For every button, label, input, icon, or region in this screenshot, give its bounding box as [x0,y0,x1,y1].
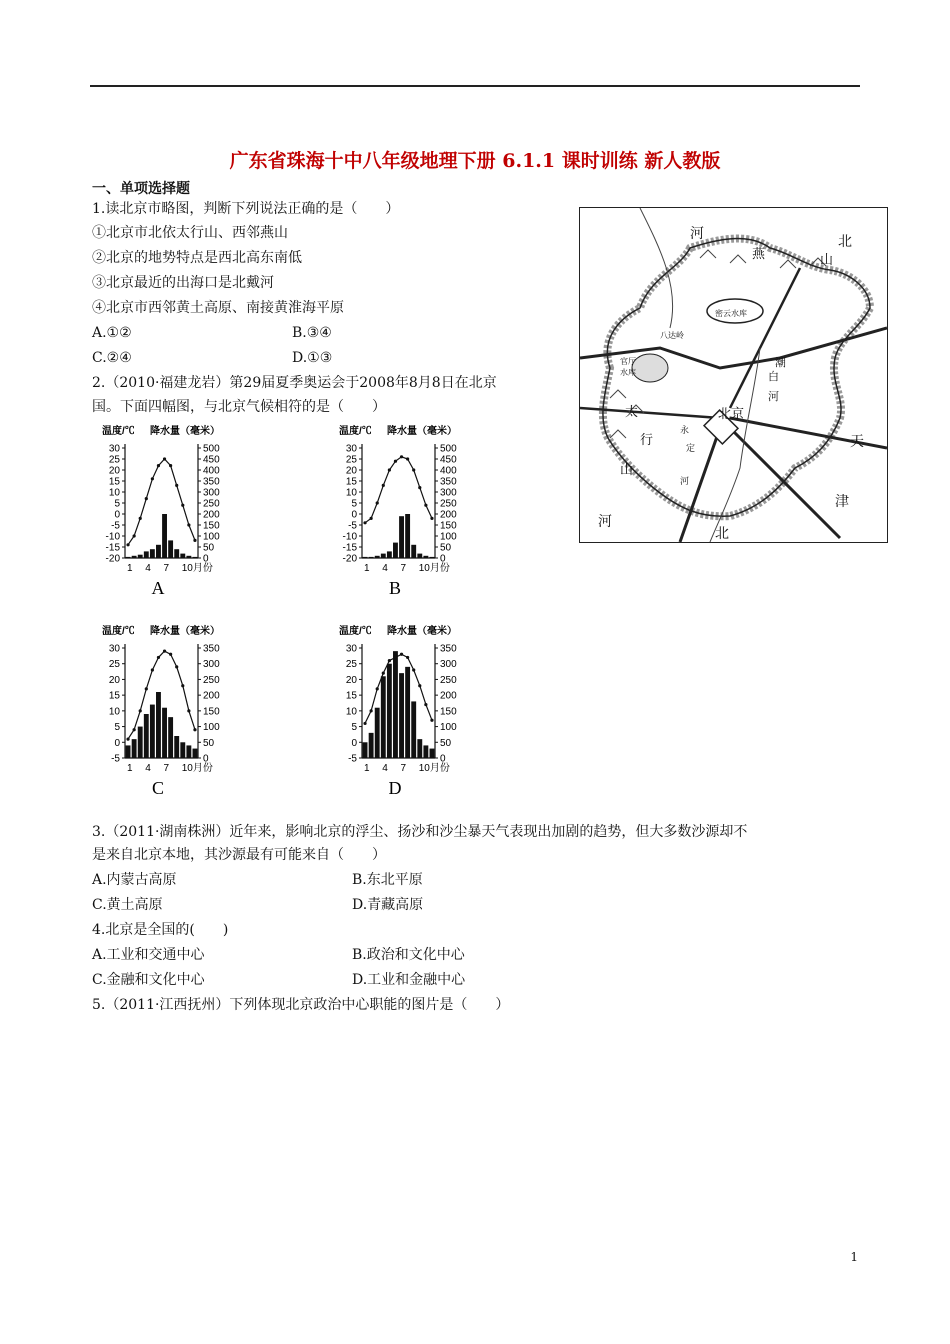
temperature-point [126,738,129,741]
precip-bar [156,545,161,558]
q2-stem-line2: 国。下面四幅图，与北京气候相符的是（ ） [92,399,386,415]
precip-bar [186,556,191,558]
precip-bar [393,651,398,758]
temp-tick-label: 10 [345,706,357,718]
temperature-point [151,477,154,480]
map-label: 河 [768,390,779,403]
month-tick-label: 1 [364,563,370,574]
temperature-point [370,709,373,712]
map-label: 白 [768,370,779,383]
chart-letter: A [151,578,165,598]
precip-tick-label: 350 [203,643,220,655]
month-tick-label: 7 [400,563,407,574]
temp-tick-label: -10 [342,531,357,543]
precip-bar [126,557,131,558]
temperature-point [169,653,172,656]
precip-bar [126,745,131,758]
precip-tick-label: 0 [440,753,446,765]
temp-tick-label: 5 [351,498,357,510]
precip-tick-label: 150 [440,706,457,718]
precip-bar [132,739,137,758]
month-tick-label: 10月份 [418,563,450,574]
precip-tick-label: 300 [440,487,457,499]
temperature-point [382,672,385,675]
q1-option-d: D.①③ [292,350,333,366]
q1-stem: 1.读北京市略图，判断下列说法正确的是（ ） [92,201,400,217]
reservoir [632,354,668,382]
map-label: 北 [838,234,852,250]
map-label: 行 [640,433,654,448]
q4-option-a: A.工业和交通中心 [92,947,205,963]
precip-bar [375,556,380,558]
temperature-point [400,653,403,656]
precip-tick-label: 400 [440,465,457,477]
q1-option-a: A.①② [92,325,132,341]
precip-bar [381,554,386,558]
temp-tick-label: 10 [108,487,120,499]
q1-option-b: B.③④ [292,325,332,341]
temp-tick-label: 25 [345,659,357,671]
temperature-point [163,650,166,653]
map-label: 山 [820,253,834,268]
precip-tick-label: 150 [203,706,220,718]
temperature-point [376,687,379,690]
month-tick-label: 4 [145,563,151,574]
map-label: 密云水库 [715,309,747,318]
q1-item: ④北京市西邻黄土高原、南接黄淮海平原 [92,300,344,316]
beijing-map [579,207,888,543]
precip-bar [430,749,435,758]
precip-bar [405,667,410,758]
month-tick-label: 1 [364,763,370,774]
temperature-point [133,534,136,537]
temperature-point [145,687,148,690]
precip-tick-label: 50 [440,737,452,749]
beijing-map-drawing [580,208,887,542]
temperature-point [181,504,184,507]
temperature-point [169,464,172,467]
precip-bar [399,516,404,558]
precip-bar [193,749,198,758]
map-label: 太 [625,405,639,420]
precip-tick-label: 200 [440,509,457,521]
q1-item: ③北京最近的出海口是北戴河 [92,275,274,291]
precip-tick-label: 100 [203,722,220,734]
month-tick-label: 10月份 [418,763,450,774]
precip-tick-label: 400 [203,465,220,477]
q4-option-b: B.政治和文化中心 [352,947,465,963]
temperature-point [193,728,196,731]
temp-tick-label: 5 [114,498,120,510]
temp-tick-label: 25 [345,454,357,466]
precip-bar [162,514,167,558]
month-tick-label: 7 [400,763,407,774]
map-label: 八达岭 [660,331,684,340]
q3-option-d: D.青藏高原 [352,897,424,913]
precip-tick-label: 450 [203,454,220,466]
month-tick-label: 7 [163,763,170,774]
precip-tick-label: 500 [440,443,457,455]
precip-bar [132,556,137,558]
precip-tick-label: 50 [203,542,215,554]
precip-tick-label: 0 [203,553,209,565]
precip-bar [174,736,179,758]
temperature-point [412,468,415,471]
temp-tick-label: 20 [108,674,120,686]
temperature-point [412,668,415,671]
precip-axis-label: 降水量（毫米） [387,426,457,437]
precip-tick-label: 300 [203,659,220,671]
precip-tick-label: 200 [203,690,220,702]
month-tick-label: 10月份 [181,763,213,774]
precip-tick-label: 350 [440,643,457,655]
precip-tick-label: 150 [440,520,457,532]
precip-bar [144,714,149,758]
temperature-point [157,656,160,659]
q3-option-c: C.黄土高原 [92,897,163,913]
precip-bar [193,557,198,558]
temp-tick-label: 30 [108,643,120,655]
temperature-point [187,709,190,712]
precip-tick-label: 100 [440,531,457,543]
precip-bar [150,705,155,758]
temperature-point [157,464,160,467]
temp-tick-label: 30 [345,643,357,655]
q2-stem-line1: 2.（2010·福建龙岩）第29届夏季奥运会于2008年8月8日在北京 [92,375,497,391]
q4-stem: 4.北京是全国的( ) [92,922,229,938]
precip-bar [375,708,380,758]
precip-bar [423,745,428,758]
temperature-point [139,517,142,520]
temperature-point [424,504,427,507]
precip-tick-label: 500 [203,443,220,455]
precip-tick-label: 200 [203,509,220,521]
precip-tick-label: 300 [203,487,220,499]
q1-item: ②北京的地势特点是西北高东南低 [92,250,302,266]
month-tick-label: 4 [145,763,151,774]
temperature-point [193,539,196,542]
precip-bar [186,745,191,758]
precip-bar [144,551,149,558]
temp-tick-label: 20 [345,674,357,686]
temperature-line [128,651,195,739]
precip-tick-label: 250 [440,498,457,510]
month-tick-label: 10月份 [181,563,213,574]
map-label: 河 [680,477,690,487]
temp-tick-label: -5 [111,753,120,765]
temperature-point [126,543,129,546]
precip-tick-label: 300 [440,659,457,671]
temp-tick-label: 20 [108,465,120,477]
temp-tick-label: 0 [114,737,120,749]
temp-tick-label: -20 [105,553,120,565]
map-label: 定 [686,444,696,454]
precip-bar [369,557,374,558]
q4-option-c: C.金融和文化中心 [92,972,205,988]
temperature-point [175,665,178,668]
temperature-point [151,668,154,671]
climate-chart-b [325,420,475,605]
temp-tick-label: 15 [345,476,357,488]
chart-letter: C [151,778,165,798]
precip-bar [180,554,185,558]
precip-bar [138,555,143,558]
precip-axis-label: 降水量（毫米） [387,626,457,637]
temp-tick-label: 25 [108,659,120,671]
temperature-point [406,656,409,659]
precip-tick-label: 350 [440,476,457,488]
q4-option-d: D.工业和金融中心 [352,972,466,988]
map-label: 潮 [775,356,786,369]
precip-bar [430,557,435,558]
temp-tick-label: -10 [105,531,120,543]
precip-tick-label: 450 [440,454,457,466]
temperature-point [133,728,136,731]
temperature-point [181,684,184,687]
temperature-point [430,719,433,722]
precip-bar [405,514,410,558]
temp-tick-label: 15 [108,476,120,488]
temperature-point [394,656,397,659]
temp-tick-label: 0 [351,737,357,749]
precip-tick-label: 50 [203,737,215,749]
temperature-point [388,659,391,662]
precip-bar [363,742,368,758]
precip-tick-label: 0 [440,553,446,565]
chart-letter: D [388,778,402,798]
temp-tick-label: 15 [345,690,357,702]
precip-bar [168,540,173,558]
precip-tick-label: 100 [440,722,457,734]
temperature-point [406,457,409,460]
header-rule [90,85,860,87]
temperature-point [382,484,385,487]
temperature-point [145,497,148,500]
temperature-point [370,517,373,520]
temperature-point [418,684,421,687]
temp-tick-label: -15 [105,542,120,554]
precip-bar [387,664,392,758]
precip-bar [168,717,173,758]
temperature-point [418,486,421,489]
railway [730,268,800,408]
temp-tick-label: 20 [345,465,357,477]
temp-tick-label: 5 [114,722,120,734]
month-tick-label: 1 [127,763,133,774]
temp-tick-label: -20 [342,553,357,565]
precip-bar [417,554,422,558]
map-label: 河 [598,514,612,530]
precip-tick-label: 200 [440,690,457,702]
climate-chart-a [88,420,238,605]
month-tick-label: 4 [382,563,388,574]
precip-tick-label: 250 [440,674,457,686]
precip-bar [393,543,398,558]
precip-bar [156,692,161,758]
q3-stem-line2: 是来自北京本地，其沙源最有可能来自（ ） [92,847,386,863]
map-label: 北 [715,526,729,542]
temperature-point [400,455,403,458]
precip-bar [417,739,422,758]
map-label: 水库 [620,368,636,377]
q1-item: ①北京市北依太行山、西邻燕山 [92,225,288,241]
temp-tick-label: 5 [351,722,357,734]
temperature-point [175,484,178,487]
map-label: 北京 [718,407,745,422]
precip-bar [399,673,404,758]
temperature-point [394,460,397,463]
precip-axis-label: 降水量（毫米） [150,626,220,637]
precip-bar [423,556,428,558]
temp-tick-label: 15 [108,690,120,702]
month-tick-label: 1 [127,563,133,574]
map-label: 津 [835,494,849,510]
page-title: 广东省珠海十中八年级地理下册 6.1.1 课时训练 新人教版 [229,150,721,172]
chart-letter: B [388,578,402,598]
precip-bar [381,676,386,758]
precip-bar [363,557,368,558]
temp-axis-label: 温度/℃ [339,626,372,637]
temperature-point [163,457,166,460]
precip-tick-label: 250 [203,498,220,510]
precip-axis-label: 降水量（毫米） [150,426,220,437]
precip-bar [411,545,416,558]
precip-bar [411,701,416,758]
temp-tick-label: 10 [108,706,120,718]
temp-tick-label: 25 [108,454,120,466]
precip-bar [180,742,185,758]
precip-tick-label: 350 [203,476,220,488]
precip-bar [174,549,179,558]
month-tick-label: 7 [163,563,170,574]
temp-tick-label: 10 [345,487,357,499]
precip-tick-label: 100 [203,531,220,543]
precip-bar [138,727,143,758]
map-label: 官厅 [620,357,636,366]
map-label: 永 [680,426,690,436]
map-label: 河 [690,226,704,242]
precip-tick-label: 250 [203,674,220,686]
temperature-point [388,468,391,471]
temperature-point [430,517,433,520]
q1-option-c: C.②④ [92,350,132,366]
map-label: 燕 [752,247,766,262]
map-label: 山 [620,463,634,478]
page-number: 1 [850,1250,858,1264]
temp-axis-label: 温度/℃ [102,426,135,437]
climate-chart-d [325,620,475,805]
temperature-line [128,459,195,545]
temperature-point [187,523,190,526]
temp-axis-label: 温度/℃ [339,426,372,437]
precip-bar [387,551,392,558]
temperature-point [424,703,427,706]
temp-tick-label: 0 [351,509,357,521]
precip-tick-label: 150 [203,520,220,532]
climate-chart-c [88,620,238,805]
temperature-point [376,501,379,504]
temperature-point [139,709,142,712]
q3-option-a: A.内蒙古高原 [92,872,177,888]
precip-bar [162,708,167,758]
temp-tick-label: 0 [114,509,120,521]
temp-tick-label: 30 [108,443,120,455]
temp-tick-label: -5 [348,753,357,765]
precip-bar [369,733,374,758]
q3-option-b: B.东北平原 [352,872,423,888]
temp-tick-label: 30 [345,443,357,455]
temp-tick-label: -15 [342,542,357,554]
temp-tick-label: -5 [348,520,357,532]
temperature-line [365,457,432,523]
temperature-point [363,521,366,524]
temp-tick-label: -5 [111,520,120,532]
section-heading: 一、单项选择题 [92,181,190,197]
precip-bar [150,549,155,558]
q3-stem-line1: 3.（2011·湖南株洲）近年来，影响北京的浮尘、扬沙和沙尘暴天气表现出加剧的趋势，但大多数沙源却不 [92,824,748,840]
temperature-point [363,722,366,725]
month-tick-label: 4 [382,763,388,774]
temp-axis-label: 温度/℃ [102,626,135,637]
precip-tick-label: 0 [203,753,209,765]
map-label: 天 [850,434,864,450]
railway [725,423,840,538]
q5-stem: 5.（2011·江西抚州）下列体现北京政治中心职能的图片是（ ） [92,997,510,1013]
precip-tick-label: 50 [440,542,452,554]
